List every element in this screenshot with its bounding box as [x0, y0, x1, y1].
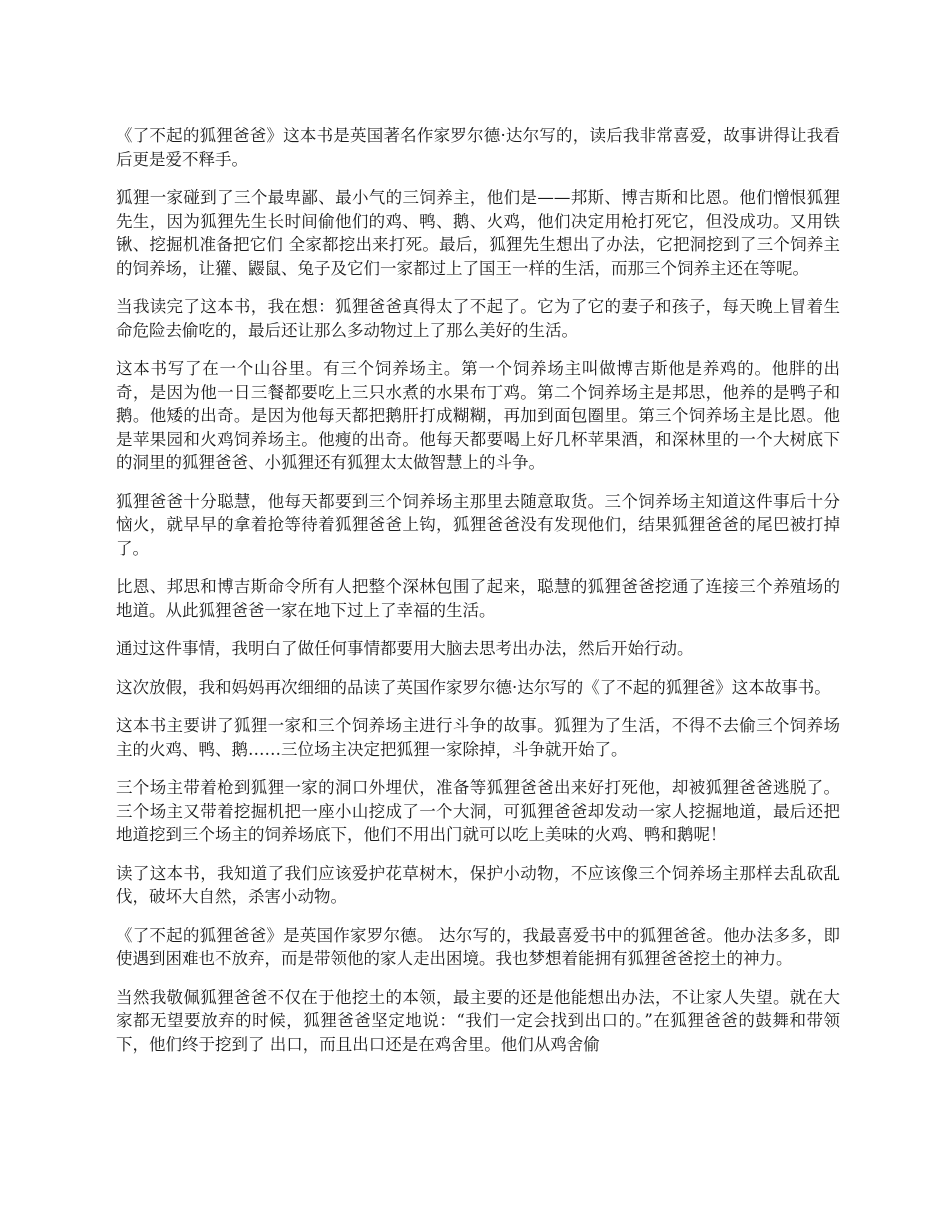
- paragraph: 《了不起的狐狸爸爸》这本书是英国著名作家罗尔德·达尔写的，读后我非常喜爱，故事讲得让我看后更是爱不释手。: [116, 126, 840, 169]
- paragraph: 这次放假，我和妈妈再次细细的品读了英国作家罗尔德·达尔写的《了不起的狐狸爸》这本故事书。: [116, 677, 831, 697]
- paragraph: 这本书主要讲了狐狸一家和三个饲养场主进行斗争的故事。狐狸为了生活，不得不去偷三个饲养场主的火鸡、鸭、鹅……三位场主决定把狐狸一家除掉，斗争就开始了。: [116, 716, 840, 759]
- paragraph: 《了不起的狐狸爸爸》是英国作家罗尔德。 达尔写的，我最喜爱书中的狐狸爸爸。他办法多多，即使遇到困难也不放弃，而是带领他的家人走出困境。我也梦想着能拥有狐狸爸爸挖土的神力。: [116, 925, 840, 968]
- paragraph: 当我读完了这本书，我在想：狐狸爸爸真得太了不起了。它为了它的妻子和孩子，每天晚上冒着生命危险去偷吃的，最后还让那么多动物过上了那么美好的生活。: [116, 297, 840, 340]
- paragraph: 读了这本书，我知道了我们应该爱护花草树木，保护小动物，不应该像三个饲养场主那样去乱砍乱伐，破坏大自然，杀害小动物。: [116, 863, 840, 906]
- paragraph: 当然我敬佩狐狸爸爸不仅在于他挖土的本领，最主要的还是他能想出办法，不让家人失望。就在大家都无望要放弃的时候，狐狸爸爸坚定地说：“我们一定会找到出口的。”在狐狸爸爸的鼓舞和带领下，他们终于挖到了 出口，而且出口还是在鸡舍里。他们从鸡舍偷: [116, 987, 840, 1054]
- paragraph: 这本书写了在一个山谷里。有三个饲养场主。第一个饲养场主叫做博吉斯他是养鸡的。他胖的出奇，是因为他一日三餐都要吃上三只水煮的水果布丁鸡。第二个饲养场主是邦思，他养的是鸭子和鹅。他矮的出奇。是因为他每天都把鹅肝打成糊糊，再加到面包圈里。第三个饲养场主是比恩。他是苹果园和火鸡饲养场主。他瘦的出奇。他每天都要喝上好几杯苹果酒，和深林里的一个大树底下的洞里的狐狸爸爸、小狐狸还有狐狸太太做智慧上的斗争。: [116, 359, 840, 472]
- paragraph: 比恩、邦思和博吉斯命令所有人把整个深林包围了起来，聪慧的狐狸爸爸挖通了连接三个养殖场的地道。从此狐狸爸爸一家在地下过上了幸福的生活。: [116, 577, 840, 620]
- paragraph: 狐狸爸爸十分聪慧，他每天都要到三个饲养场主那里去随意取货。三个饲养场主知道这件事后十分恼火，就早早的拿着抢等待着狐狸爸爸上钩，狐狸爸爸没有发现他们，结果狐狸爸爸的尾巴被打掉了。: [116, 491, 840, 558]
- document-body: [116, 124, 840, 1071]
- paragraph: 通过这件事情，我明白了做任何事情都要用大脑去思考出办法，然后开始行动。: [116, 639, 694, 658]
- paragraph: 狐狸一家碰到了三个最卑鄙、最小气的三饲养主，他们是——邦斯、博吉斯和比恩。他们憎恨狐狸先生，因为狐狸先生长时间偷他们的鸡、鸭、鹅、火鸡，他们决定用枪打死它，但没成功。又用铁锹、挖掘机准备把它们 全家都挖出来打死。最后，狐狸先生想出了办法，它把洞挖到了三个饲养主的饲养场，让獾、鼹鼠、兔子及它们一家都过上了国王一样的生活，而那三个饲养主还在等呢。: [116, 188, 840, 278]
- paragraph: 三个场主带着枪到狐狸一家的洞口外埋伏，准备等狐狸爸爸出来好打死他，却被狐狸爸爸逃脱了。三个场主又带着挖掘机把一座小山挖成了一个大洞，可狐狸爸爸却发动一家人挖掘地道，最后还把地道挖到三个场主的饲养场底下，他们不用出门就可以吃上美味的火鸡、鸭和鹅呢！: [116, 778, 840, 844]
